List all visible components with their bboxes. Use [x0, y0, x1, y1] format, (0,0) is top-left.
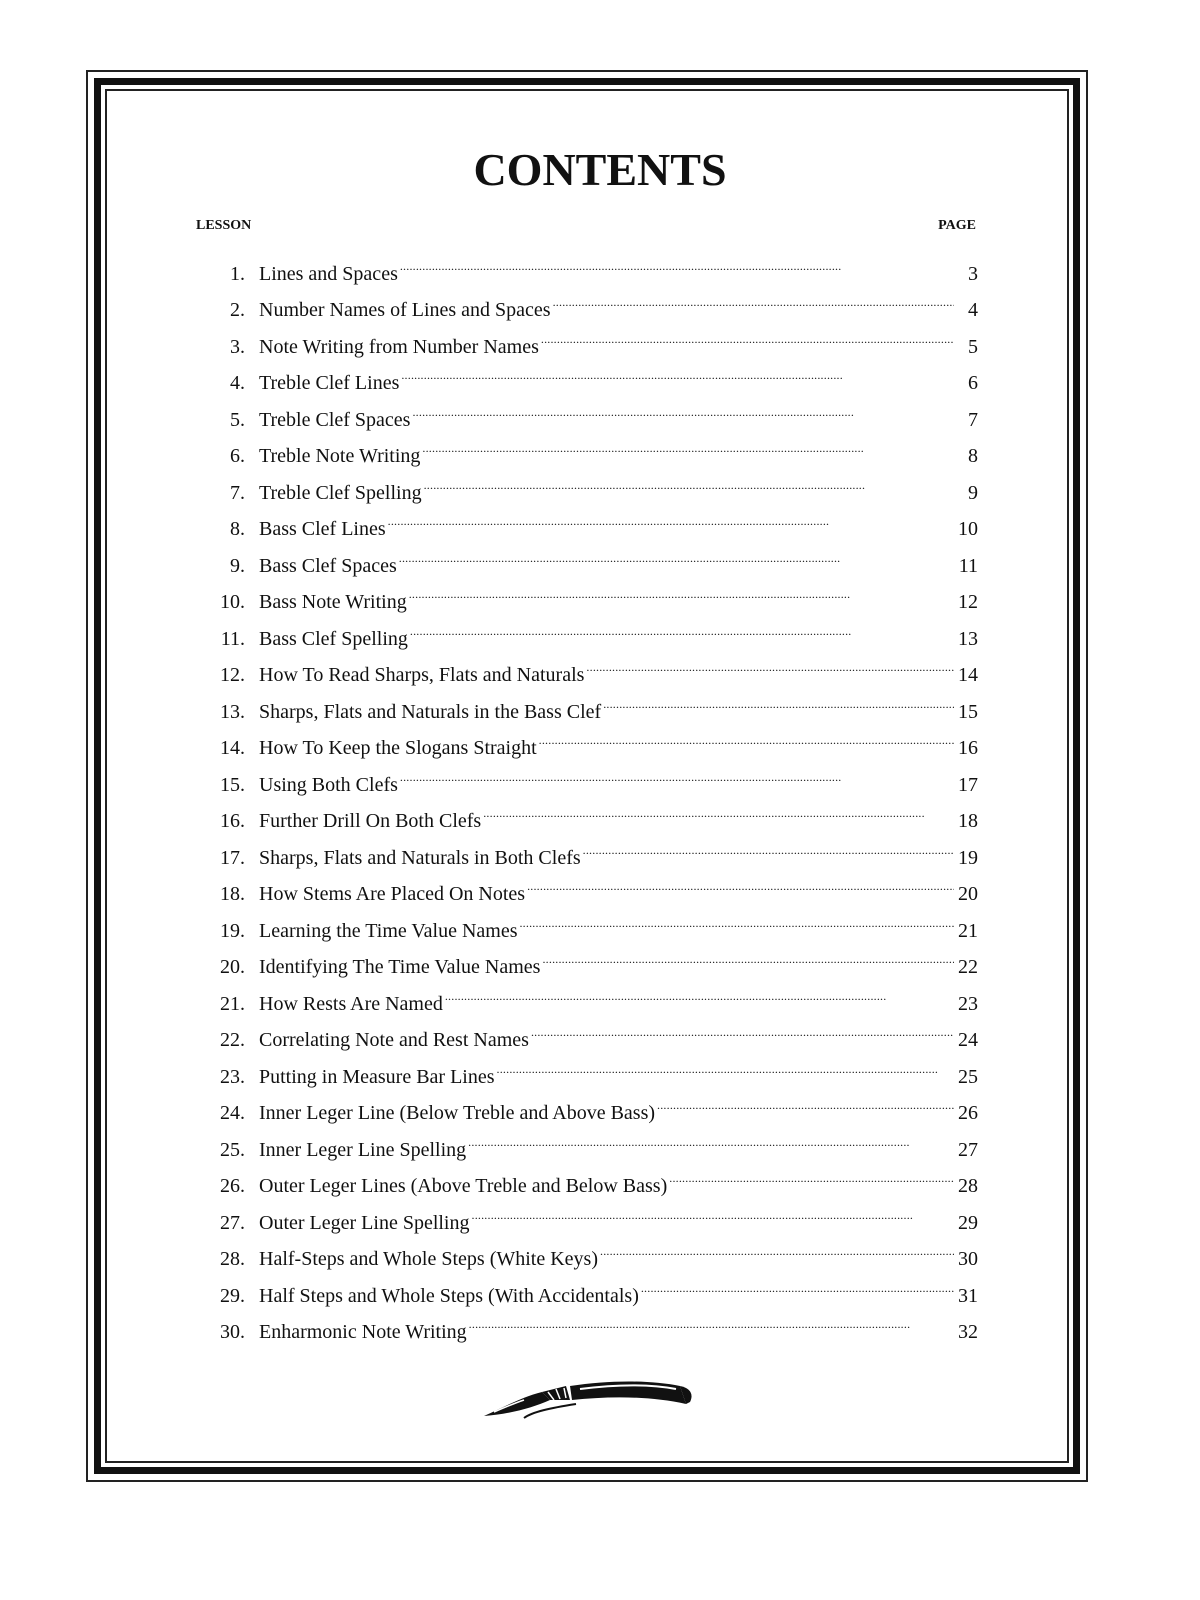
lesson-title: Sharps, Flats and Naturals in the Bass Clef: [259, 700, 602, 723]
dot-leader: [603, 681, 954, 718]
page-number: 13: [958, 627, 978, 650]
dot-leader: [531, 1010, 954, 1047]
page-number: 11: [958, 554, 978, 577]
dot-leader: [424, 462, 954, 499]
lesson-number: 4.: [230, 372, 245, 394]
lesson-number: 5.: [230, 408, 245, 431]
lesson-title: Bass Clef Spelling: [259, 627, 408, 650]
lesson-title: Using Both Clefs: [259, 773, 398, 796]
lesson-title: Identifying The Time Value Names: [259, 956, 541, 978]
lesson-title: Treble Clef Spaces: [259, 408, 411, 431]
dot-leader: [542, 937, 954, 974]
page-number: 3: [968, 262, 978, 285]
lesson-column-header: LESSON: [196, 218, 252, 233]
dot-leader: [669, 1156, 954, 1193]
lesson-number: 28.: [220, 1248, 245, 1270]
page-number: 22: [958, 956, 978, 978]
page-number: 7: [968, 408, 978, 431]
lesson-number: 14.: [220, 737, 245, 759]
dot-leader: [422, 426, 954, 463]
lesson-number: 16.: [220, 810, 245, 832]
dot-leader: [641, 1265, 954, 1302]
page-number: 18: [958, 810, 978, 832]
page-number: 31: [958, 1284, 978, 1307]
lesson-title: Outer Leger Line Spelling: [259, 1211, 470, 1234]
lesson-number: 2.: [230, 299, 245, 321]
page-number: 30: [958, 1248, 978, 1270]
dot-leader: [410, 608, 954, 645]
lesson-number: 12.: [220, 664, 245, 686]
page-number: 19: [958, 846, 978, 869]
dot-leader: [483, 791, 954, 828]
lesson-number: 3.: [230, 335, 245, 358]
page-number: 32: [958, 1321, 978, 1343]
lesson-number: 20.: [220, 956, 245, 978]
dot-leader: [468, 1119, 954, 1156]
dot-leader: [539, 718, 954, 755]
lesson-title: Enharmonic Note Writing: [259, 1321, 467, 1343]
dot-leader: [657, 1083, 954, 1120]
page-number: 29: [958, 1211, 978, 1234]
page-column-header: PAGE: [938, 218, 976, 233]
dot-leader: [399, 535, 954, 572]
dot-leader: [600, 1229, 954, 1266]
lesson-number: 9.: [230, 554, 245, 577]
page-number: 27: [958, 1138, 978, 1161]
lesson-number: 17.: [220, 846, 245, 869]
page-number: 21: [958, 919, 978, 942]
dot-leader: [583, 827, 954, 864]
page-number: 14: [958, 664, 978, 686]
page-number: 5: [968, 335, 978, 358]
page-number: 8: [968, 445, 978, 467]
lesson-title: Bass Note Writing: [259, 591, 407, 613]
lesson-title: Treble Clef Lines: [259, 372, 400, 394]
page-number: 9: [968, 481, 978, 504]
lesson-title: Bass Clef Spaces: [259, 554, 397, 577]
page-number: 17: [958, 773, 978, 796]
page-title: CONTENTS: [473, 144, 727, 195]
dot-leader: [553, 280, 954, 317]
lesson-number: 29.: [220, 1284, 245, 1307]
page-number: 16: [958, 737, 978, 759]
dot-leader: [388, 499, 954, 536]
lesson-number: 8.: [230, 518, 245, 540]
page-number: 23: [958, 992, 978, 1015]
lesson-title: Further Drill On Both Clefs: [259, 810, 482, 832]
lesson-title: Bass Clef Lines: [259, 518, 386, 540]
lesson-number: 11.: [220, 627, 245, 650]
dot-leader: [586, 645, 954, 682]
dot-leader: [401, 353, 954, 390]
lesson-number: 27.: [220, 1211, 245, 1234]
page-number: 12: [958, 591, 978, 613]
dot-leader: [541, 316, 954, 353]
page-number: 15: [958, 700, 978, 723]
dot-leader: [412, 389, 954, 426]
lesson-title: Lines and Spaces: [259, 262, 398, 285]
lesson-number: 18.: [220, 883, 245, 905]
page-number: 6: [968, 372, 978, 394]
lesson-number: 1.: [230, 262, 245, 285]
lesson-number: 30.: [220, 1321, 245, 1343]
lesson-title: Treble Note Writing: [259, 445, 421, 467]
lesson-number: 26.: [220, 1175, 245, 1197]
page-number: 24: [958, 1029, 978, 1051]
dot-leader: [497, 1046, 954, 1083]
lesson-title: Correlating Note and Rest Names: [259, 1029, 529, 1051]
lesson-title: How To Keep the Slogans Straight: [259, 737, 537, 759]
page-number: 26: [958, 1102, 978, 1124]
lesson-number: 23.: [220, 1065, 245, 1088]
lesson-title: Learning the Time Value Names: [259, 919, 518, 942]
lesson-title: Number Names of Lines and Spaces: [259, 299, 551, 321]
toc-entry: [190, 243, 978, 285]
lesson-number: 6.: [230, 445, 245, 467]
lesson-title: How Stems Are Placed On Notes: [259, 883, 526, 905]
lesson-title: Inner Leger Line Spelling: [259, 1138, 467, 1161]
lesson-number: 7.: [230, 481, 245, 504]
lesson-title: Half-Steps and Whole Steps (White Keys): [259, 1248, 598, 1270]
contents-list: [190, 243, 978, 1343]
lesson-number: 21.: [220, 992, 245, 1015]
dot-leader: [445, 973, 954, 1010]
page-number: 4: [968, 299, 978, 321]
dot-leader: [409, 572, 954, 609]
pencil-icon: [480, 1378, 700, 1422]
lesson-number: 15.: [220, 773, 245, 796]
lesson-title: Outer Leger Lines (Above Treble and Below Bass): [259, 1175, 668, 1197]
page-number: 10: [958, 518, 978, 540]
lesson-number: 25.: [220, 1138, 245, 1161]
lesson-number: 13.: [220, 700, 245, 723]
dot-leader: [519, 900, 954, 937]
page-number: 28: [958, 1175, 978, 1197]
lesson-number: 10.: [220, 591, 245, 613]
page-number: 20: [958, 883, 978, 905]
lesson-title: Treble Clef Spelling: [259, 481, 422, 504]
dot-leader: [472, 1192, 955, 1229]
dot-leader: [469, 1302, 954, 1339]
lesson-title: Half Steps and Whole Steps (With Accidentals): [259, 1284, 639, 1307]
lesson-title: How Rests Are Named: [259, 992, 443, 1015]
lesson-title: Note Writing from Number Names: [259, 335, 539, 358]
page-number: 25: [958, 1065, 978, 1088]
dot-leader: [400, 754, 954, 791]
lesson-title: How To Read Sharps, Flats and Naturals: [259, 664, 585, 686]
lesson-title: Sharps, Flats and Naturals in Both Clefs: [259, 846, 581, 869]
lesson-title: Putting in Measure Bar Lines: [259, 1065, 495, 1088]
dot-leader: [400, 243, 954, 280]
lesson-number: 24.: [220, 1102, 245, 1124]
lesson-number: 22.: [220, 1029, 245, 1051]
dot-leader: [527, 864, 954, 901]
lesson-title: Inner Leger Line (Below Treble and Above Bass): [259, 1102, 656, 1124]
lesson-number: 19.: [220, 919, 245, 942]
